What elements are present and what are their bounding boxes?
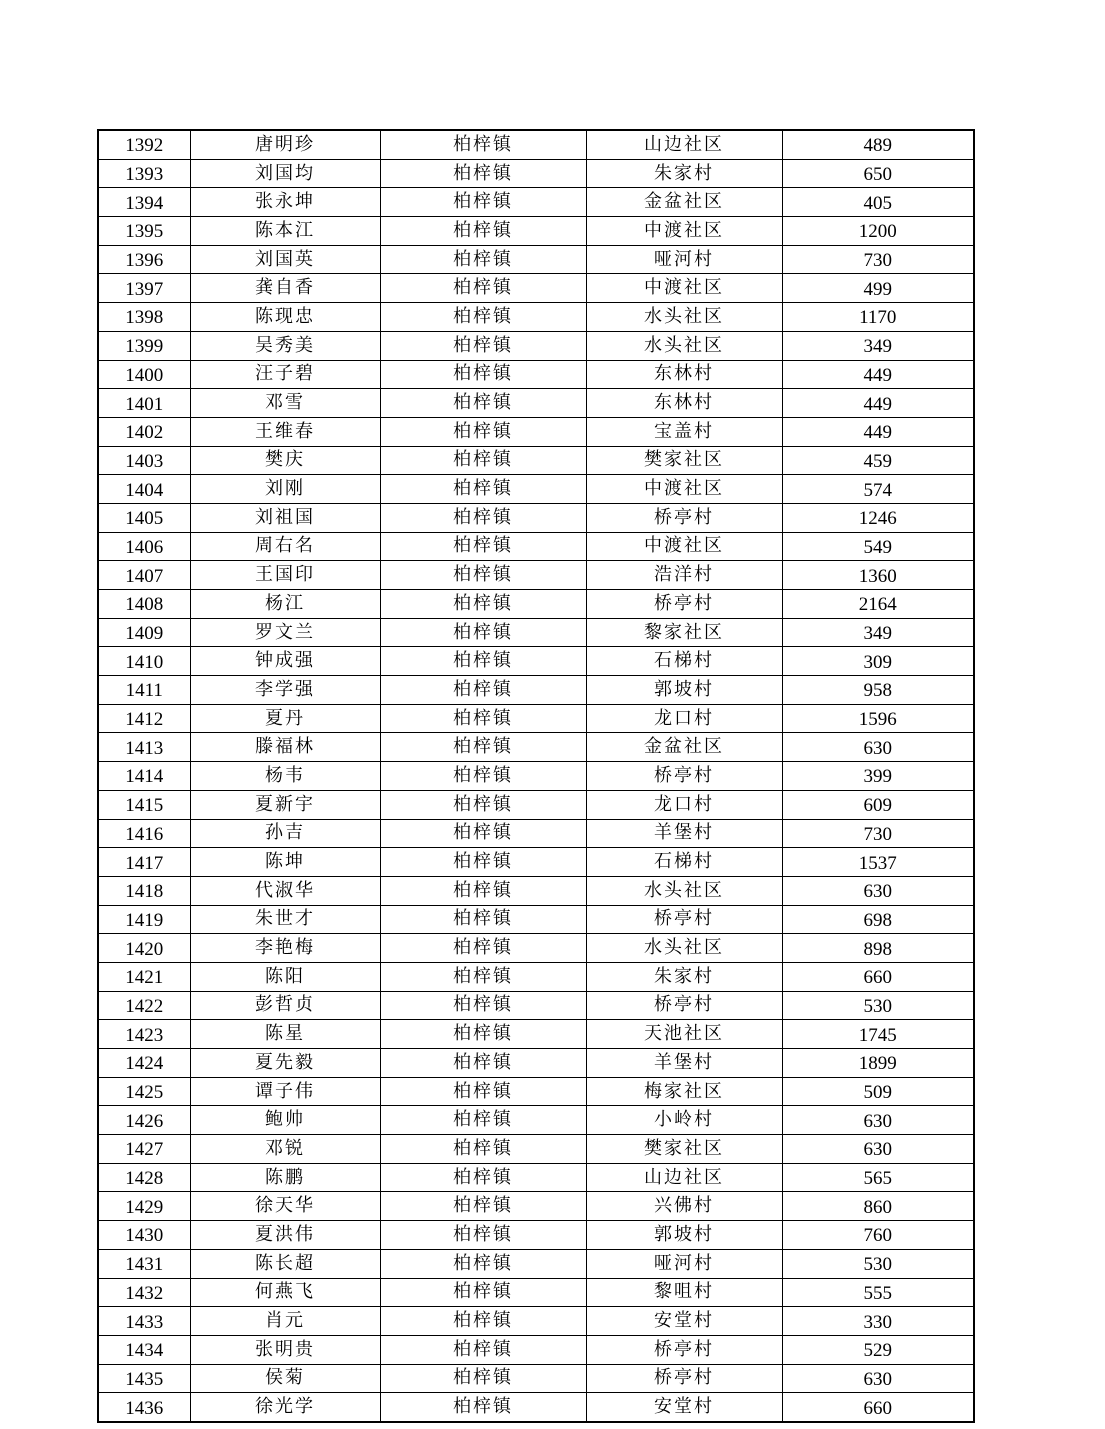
table-row <box>98 647 974 676</box>
serial-cell: 1401 <box>98 389 190 418</box>
table-row <box>98 446 974 475</box>
town-cell: 柏梓镇 <box>380 561 586 590</box>
village-cell: 哑河村 <box>586 245 782 274</box>
amount-cell: 530 <box>782 991 974 1020</box>
amount-cell: 499 <box>782 274 974 303</box>
table-row <box>98 303 974 332</box>
serial-cell: 1402 <box>98 417 190 446</box>
amount-cell: 650 <box>782 159 974 188</box>
village-cell: 水头社区 <box>586 934 782 963</box>
amount-cell: 530 <box>782 1249 974 1278</box>
amount-cell: 1246 <box>782 503 974 532</box>
amount-cell: 330 <box>782 1307 974 1336</box>
amount-cell: 630 <box>782 876 974 905</box>
amount-cell: 489 <box>782 130 974 159</box>
name-cell: 张永坤 <box>190 188 380 217</box>
amount-cell: 1745 <box>782 1020 974 1049</box>
serial-cell: 1428 <box>98 1163 190 1192</box>
table-row <box>98 1163 974 1192</box>
name-cell: 代淑华 <box>190 876 380 905</box>
data-table <box>97 129 975 1423</box>
name-cell: 肖元 <box>190 1307 380 1336</box>
serial-cell: 1429 <box>98 1192 190 1221</box>
village-cell: 小岭村 <box>586 1106 782 1135</box>
town-cell: 柏梓镇 <box>380 991 586 1020</box>
table-row <box>98 733 974 762</box>
serial-cell: 1417 <box>98 848 190 877</box>
table-row <box>98 1278 974 1307</box>
town-cell: 柏梓镇 <box>380 1106 586 1135</box>
name-cell: 罗文兰 <box>190 618 380 647</box>
amount-cell: 660 <box>782 1393 974 1422</box>
town-cell: 柏梓镇 <box>380 274 586 303</box>
serial-cell: 1398 <box>98 303 190 332</box>
name-cell: 吴秀美 <box>190 331 380 360</box>
amount-cell: 349 <box>782 331 974 360</box>
serial-cell: 1412 <box>98 704 190 733</box>
table-row <box>98 762 974 791</box>
village-cell: 水头社区 <box>586 876 782 905</box>
serial-cell: 1413 <box>98 733 190 762</box>
serial-cell: 1424 <box>98 1049 190 1078</box>
town-cell: 柏梓镇 <box>380 1049 586 1078</box>
name-cell: 刘刚 <box>190 475 380 504</box>
village-cell: 石梯村 <box>586 647 782 676</box>
amount-cell: 730 <box>782 819 974 848</box>
village-cell: 安堂村 <box>586 1307 782 1336</box>
amount-cell: 555 <box>782 1278 974 1307</box>
town-cell: 柏梓镇 <box>380 245 586 274</box>
amount-cell: 1360 <box>782 561 974 590</box>
amount-cell: 1899 <box>782 1049 974 1078</box>
village-cell: 金盆社区 <box>586 733 782 762</box>
amount-cell: 449 <box>782 360 974 389</box>
name-cell: 滕福林 <box>190 733 380 762</box>
serial-cell: 1397 <box>98 274 190 303</box>
amount-cell: 1170 <box>782 303 974 332</box>
name-cell: 朱世才 <box>190 905 380 934</box>
town-cell: 柏梓镇 <box>380 733 586 762</box>
town-cell: 柏梓镇 <box>380 532 586 561</box>
town-cell: 柏梓镇 <box>380 1135 586 1164</box>
amount-cell: 529 <box>782 1335 974 1364</box>
town-cell: 柏梓镇 <box>380 130 586 159</box>
table-row <box>98 819 974 848</box>
table-row <box>98 1335 974 1364</box>
town-cell: 柏梓镇 <box>380 1335 586 1364</box>
serial-cell: 1426 <box>98 1106 190 1135</box>
table-row <box>98 1249 974 1278</box>
table-row <box>98 503 974 532</box>
serial-cell: 1418 <box>98 876 190 905</box>
table-row <box>98 1135 974 1164</box>
village-cell: 桥亭村 <box>586 1364 782 1393</box>
town-cell: 柏梓镇 <box>380 1163 586 1192</box>
table-row <box>98 1020 974 1049</box>
serial-cell: 1432 <box>98 1278 190 1307</box>
serial-cell: 1395 <box>98 217 190 246</box>
serial-cell: 1434 <box>98 1335 190 1364</box>
serial-cell: 1393 <box>98 159 190 188</box>
serial-cell: 1409 <box>98 618 190 647</box>
name-cell: 鲍帅 <box>190 1106 380 1135</box>
serial-cell: 1435 <box>98 1364 190 1393</box>
amount-cell: 630 <box>782 733 974 762</box>
serial-cell: 1427 <box>98 1135 190 1164</box>
name-cell: 夏新宇 <box>190 790 380 819</box>
town-cell: 柏梓镇 <box>380 389 586 418</box>
name-cell: 王维春 <box>190 417 380 446</box>
name-cell: 王国印 <box>190 561 380 590</box>
table-row <box>98 1106 974 1135</box>
table-row <box>98 618 974 647</box>
serial-cell: 1407 <box>98 561 190 590</box>
name-cell: 杨韦 <box>190 762 380 791</box>
serial-cell: 1415 <box>98 790 190 819</box>
town-cell: 柏梓镇 <box>380 934 586 963</box>
town-cell: 柏梓镇 <box>380 475 586 504</box>
name-cell: 陈星 <box>190 1020 380 1049</box>
serial-cell: 1394 <box>98 188 190 217</box>
amount-cell: 609 <box>782 790 974 819</box>
amount-cell: 574 <box>782 475 974 504</box>
amount-cell: 630 <box>782 1106 974 1135</box>
table-body <box>98 130 974 1422</box>
village-cell: 朱家村 <box>586 962 782 991</box>
name-cell: 龚自香 <box>190 274 380 303</box>
name-cell: 李学强 <box>190 676 380 705</box>
town-cell: 柏梓镇 <box>380 360 586 389</box>
town-cell: 柏梓镇 <box>380 217 586 246</box>
amount-cell: 630 <box>782 1364 974 1393</box>
table-row <box>98 130 974 159</box>
village-cell: 朱家村 <box>586 159 782 188</box>
serial-cell: 1422 <box>98 991 190 1020</box>
town-cell: 柏梓镇 <box>380 503 586 532</box>
table-row <box>98 1049 974 1078</box>
amount-cell: 399 <box>782 762 974 791</box>
table-row <box>98 475 974 504</box>
town-cell: 柏梓镇 <box>380 1364 586 1393</box>
serial-cell: 1405 <box>98 503 190 532</box>
village-cell: 郭坡村 <box>586 676 782 705</box>
serial-cell: 1403 <box>98 446 190 475</box>
name-cell: 杨江 <box>190 590 380 619</box>
table-row <box>98 532 974 561</box>
name-cell: 夏洪伟 <box>190 1221 380 1250</box>
table-row <box>98 159 974 188</box>
name-cell: 汪子碧 <box>190 360 380 389</box>
table-row <box>98 1364 974 1393</box>
table-row <box>98 991 974 1020</box>
table-row <box>98 245 974 274</box>
amount-cell: 1537 <box>782 848 974 877</box>
amount-cell: 349 <box>782 618 974 647</box>
amount-cell: 698 <box>782 905 974 934</box>
village-cell: 桥亭村 <box>586 503 782 532</box>
name-cell: 刘国均 <box>190 159 380 188</box>
town-cell: 柏梓镇 <box>380 417 586 446</box>
table-row <box>98 876 974 905</box>
village-cell: 黎咀村 <box>586 1278 782 1307</box>
amount-cell: 1200 <box>782 217 974 246</box>
name-cell: 陈鹏 <box>190 1163 380 1192</box>
village-cell: 羊堡村 <box>586 1049 782 1078</box>
amount-cell: 565 <box>782 1163 974 1192</box>
name-cell: 钟成强 <box>190 647 380 676</box>
village-cell: 石梯村 <box>586 848 782 877</box>
name-cell: 唐明珍 <box>190 130 380 159</box>
name-cell: 彭哲贞 <box>190 991 380 1020</box>
amount-cell: 898 <box>782 934 974 963</box>
serial-cell: 1414 <box>98 762 190 791</box>
town-cell: 柏梓镇 <box>380 1307 586 1336</box>
table-row <box>98 1192 974 1221</box>
town-cell: 柏梓镇 <box>380 962 586 991</box>
serial-cell: 1430 <box>98 1221 190 1250</box>
name-cell: 陈坤 <box>190 848 380 877</box>
town-cell: 柏梓镇 <box>380 848 586 877</box>
village-cell: 郭坡村 <box>586 1221 782 1250</box>
amount-cell: 860 <box>782 1192 974 1221</box>
table-row <box>98 905 974 934</box>
village-cell: 梅家社区 <box>586 1077 782 1106</box>
village-cell: 樊家社区 <box>586 446 782 475</box>
village-cell: 桥亭村 <box>586 905 782 934</box>
amount-cell: 549 <box>782 532 974 561</box>
town-cell: 柏梓镇 <box>380 590 586 619</box>
table-row <box>98 1393 974 1422</box>
name-cell: 樊庆 <box>190 446 380 475</box>
serial-cell: 1433 <box>98 1307 190 1336</box>
name-cell: 何燕飞 <box>190 1278 380 1307</box>
amount-cell: 630 <box>782 1135 974 1164</box>
amount-cell: 2164 <box>782 590 974 619</box>
town-cell: 柏梓镇 <box>380 618 586 647</box>
amount-cell: 309 <box>782 647 974 676</box>
serial-cell: 1410 <box>98 647 190 676</box>
name-cell: 徐天华 <box>190 1192 380 1221</box>
table-row <box>98 962 974 991</box>
name-cell: 周右名 <box>190 532 380 561</box>
serial-cell: 1423 <box>98 1020 190 1049</box>
table-row <box>98 704 974 733</box>
town-cell: 柏梓镇 <box>380 819 586 848</box>
serial-cell: 1404 <box>98 475 190 504</box>
name-cell: 侯菊 <box>190 1364 380 1393</box>
village-cell: 樊家社区 <box>586 1135 782 1164</box>
table-row <box>98 561 974 590</box>
table-row <box>98 934 974 963</box>
name-cell: 谭子伟 <box>190 1077 380 1106</box>
table-row <box>98 360 974 389</box>
village-cell: 宝盖村 <box>586 417 782 446</box>
town-cell: 柏梓镇 <box>380 790 586 819</box>
amount-cell: 459 <box>782 446 974 475</box>
village-cell: 羊堡村 <box>586 819 782 848</box>
table-row <box>98 1077 974 1106</box>
village-cell: 龙口村 <box>586 790 782 819</box>
table-row <box>98 790 974 819</box>
table-row <box>98 1221 974 1250</box>
town-cell: 柏梓镇 <box>380 159 586 188</box>
town-cell: 柏梓镇 <box>380 1278 586 1307</box>
amount-cell: 958 <box>782 676 974 705</box>
name-cell: 刘祖国 <box>190 503 380 532</box>
town-cell: 柏梓镇 <box>380 303 586 332</box>
serial-cell: 1425 <box>98 1077 190 1106</box>
village-cell: 中渡社区 <box>586 274 782 303</box>
village-cell: 哑河村 <box>586 1249 782 1278</box>
amount-cell: 449 <box>782 417 974 446</box>
serial-cell: 1411 <box>98 676 190 705</box>
table-row <box>98 188 974 217</box>
amount-cell: 760 <box>782 1221 974 1250</box>
village-cell: 浩洋村 <box>586 561 782 590</box>
town-cell: 柏梓镇 <box>380 188 586 217</box>
serial-cell: 1400 <box>98 360 190 389</box>
name-cell: 李艳梅 <box>190 934 380 963</box>
town-cell: 柏梓镇 <box>380 446 586 475</box>
town-cell: 柏梓镇 <box>380 1393 586 1422</box>
town-cell: 柏梓镇 <box>380 676 586 705</box>
name-cell: 陈阳 <box>190 962 380 991</box>
amount-cell: 509 <box>782 1077 974 1106</box>
amount-cell: 1596 <box>782 704 974 733</box>
village-cell: 中渡社区 <box>586 532 782 561</box>
table-row <box>98 217 974 246</box>
table-row <box>98 1307 974 1336</box>
name-cell: 陈长超 <box>190 1249 380 1278</box>
town-cell: 柏梓镇 <box>380 1020 586 1049</box>
town-cell: 柏梓镇 <box>380 647 586 676</box>
serial-cell: 1419 <box>98 905 190 934</box>
name-cell: 邓雪 <box>190 389 380 418</box>
town-cell: 柏梓镇 <box>380 1249 586 1278</box>
name-cell: 孙吉 <box>190 819 380 848</box>
village-cell: 天池社区 <box>586 1020 782 1049</box>
village-cell: 水头社区 <box>586 331 782 360</box>
amount-cell: 730 <box>782 245 974 274</box>
village-cell: 龙口村 <box>586 704 782 733</box>
serial-cell: 1436 <box>98 1393 190 1422</box>
village-cell: 桥亭村 <box>586 991 782 1020</box>
village-cell: 东林村 <box>586 360 782 389</box>
town-cell: 柏梓镇 <box>380 704 586 733</box>
town-cell: 柏梓镇 <box>380 1077 586 1106</box>
village-cell: 安堂村 <box>586 1393 782 1422</box>
serial-cell: 1406 <box>98 532 190 561</box>
name-cell: 邓锐 <box>190 1135 380 1164</box>
village-cell: 山边社区 <box>586 1163 782 1192</box>
serial-cell: 1392 <box>98 130 190 159</box>
amount-cell: 449 <box>782 389 974 418</box>
serial-cell: 1416 <box>98 819 190 848</box>
serial-cell: 1420 <box>98 934 190 963</box>
town-cell: 柏梓镇 <box>380 331 586 360</box>
village-cell: 桥亭村 <box>586 590 782 619</box>
name-cell: 夏丹 <box>190 704 380 733</box>
serial-cell: 1399 <box>98 331 190 360</box>
name-cell: 刘国英 <box>190 245 380 274</box>
table-row <box>98 389 974 418</box>
town-cell: 柏梓镇 <box>380 1192 586 1221</box>
town-cell: 柏梓镇 <box>380 876 586 905</box>
town-cell: 柏梓镇 <box>380 1221 586 1250</box>
amount-cell: 405 <box>782 188 974 217</box>
name-cell: 夏先毅 <box>190 1049 380 1078</box>
table-row <box>98 848 974 877</box>
serial-cell: 1431 <box>98 1249 190 1278</box>
table-row <box>98 331 974 360</box>
town-cell: 柏梓镇 <box>380 905 586 934</box>
table-row <box>98 274 974 303</box>
table-row <box>98 676 974 705</box>
village-cell: 东林村 <box>586 389 782 418</box>
name-cell: 张明贵 <box>190 1335 380 1364</box>
village-cell: 山边社区 <box>586 130 782 159</box>
name-cell: 陈现忠 <box>190 303 380 332</box>
name-cell: 徐光学 <box>190 1393 380 1422</box>
village-cell: 黎家社区 <box>586 618 782 647</box>
village-cell: 水头社区 <box>586 303 782 332</box>
serial-cell: 1421 <box>98 962 190 991</box>
table-row <box>98 417 974 446</box>
serial-cell: 1408 <box>98 590 190 619</box>
amount-cell: 660 <box>782 962 974 991</box>
village-cell: 金盆社区 <box>586 188 782 217</box>
table-row <box>98 590 974 619</box>
name-cell: 陈本江 <box>190 217 380 246</box>
village-cell: 兴佛村 <box>586 1192 782 1221</box>
village-cell: 桥亭村 <box>586 762 782 791</box>
serial-cell: 1396 <box>98 245 190 274</box>
town-cell: 柏梓镇 <box>380 762 586 791</box>
village-cell: 桥亭村 <box>586 1335 782 1364</box>
village-cell: 中渡社区 <box>586 475 782 504</box>
village-cell: 中渡社区 <box>586 217 782 246</box>
